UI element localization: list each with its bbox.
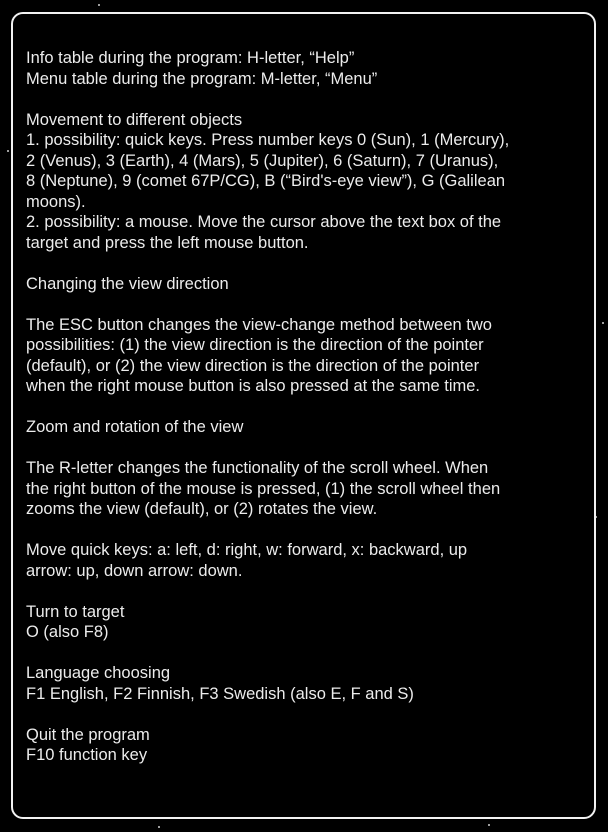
move-keys-section [26, 540, 582, 581]
view-direction-line: (default), or (2) the view direction is the direction of the pointer [26, 356, 480, 375]
zoom-line: the right button of the mouse is pressed, (1) the scroll wheel then [26, 479, 501, 498]
help-key-line: Info table during the program: H-letter, “Help” [26, 49, 355, 67]
view-direction-line: The ESC button changes the view-change method between two [26, 315, 492, 334]
movement-heading: Movement to different objects [26, 110, 243, 129]
language-keys-line: F1 English, F2 Finnish, F3 Swedish (also E, F and S) [26, 684, 414, 703]
movement-section [26, 110, 582, 254]
move-keys-line: Move quick keys: a: left, d: right, w: forward, x: backward, up [26, 541, 468, 559]
turn-section [26, 602, 582, 643]
zoom-line: zooms the view (default), or (2) rotates the view. [26, 500, 378, 518]
background-star [98, 4, 100, 6]
view-direction-section [26, 315, 582, 397]
zoom-heading-section [26, 417, 582, 438]
background-star [7, 150, 9, 152]
language-heading: Language choosing [26, 664, 171, 682]
view-direction-heading-section [26, 274, 582, 295]
menu-key-line: Menu table during the program: M-letter, “Menu” [26, 69, 378, 88]
movement-line: 2 (Venus), 3 (Earth), 4 (Mars), 5 (Jupiter), 6 (Saturn), 7 (Uranus), [26, 151, 499, 170]
zoom-heading: Zoom and rotation of the view [26, 418, 244, 436]
quit-section [26, 725, 582, 766]
view-direction-line: when the right mouse button is also pressed at the same time. [26, 377, 480, 395]
background-star [158, 826, 160, 828]
movement-line: 2. possibility: a mouse. Move the cursor above the text box of the [26, 213, 502, 231]
background-star [602, 322, 604, 324]
zoom-line: The R-letter changes the functionality of the scroll wheel. When [26, 459, 489, 477]
zoom-section [26, 458, 582, 520]
movement-line: 1. possibility: quick keys. Press number keys 0 (Sun), 1 (Mercury), [26, 131, 510, 149]
movement-line: 8 (Neptune), 9 (comet 67P/CG), B (“Bird's-eye view”), G (Galilean [26, 172, 506, 190]
view-direction-heading: Changing the view direction [26, 274, 229, 293]
movement-line: moons). [26, 192, 86, 211]
help-text [26, 48, 582, 786]
quit-key-line: F10 function key [26, 746, 148, 764]
quit-heading: Quit the program [26, 725, 150, 744]
help-panel [11, 12, 596, 819]
turn-heading: Turn to target [26, 602, 125, 621]
view-direction-line: possibilities: (1) the view direction is the direction of the pointer [26, 336, 484, 354]
background-star [488, 824, 490, 826]
movement-line: target and press the left mouse button. [26, 233, 309, 252]
move-keys-line: arrow: up, down arrow: down. [26, 561, 243, 580]
language-section [26, 663, 582, 704]
intro-section [26, 48, 582, 89]
turn-key-line: O (also F8) [26, 623, 109, 641]
